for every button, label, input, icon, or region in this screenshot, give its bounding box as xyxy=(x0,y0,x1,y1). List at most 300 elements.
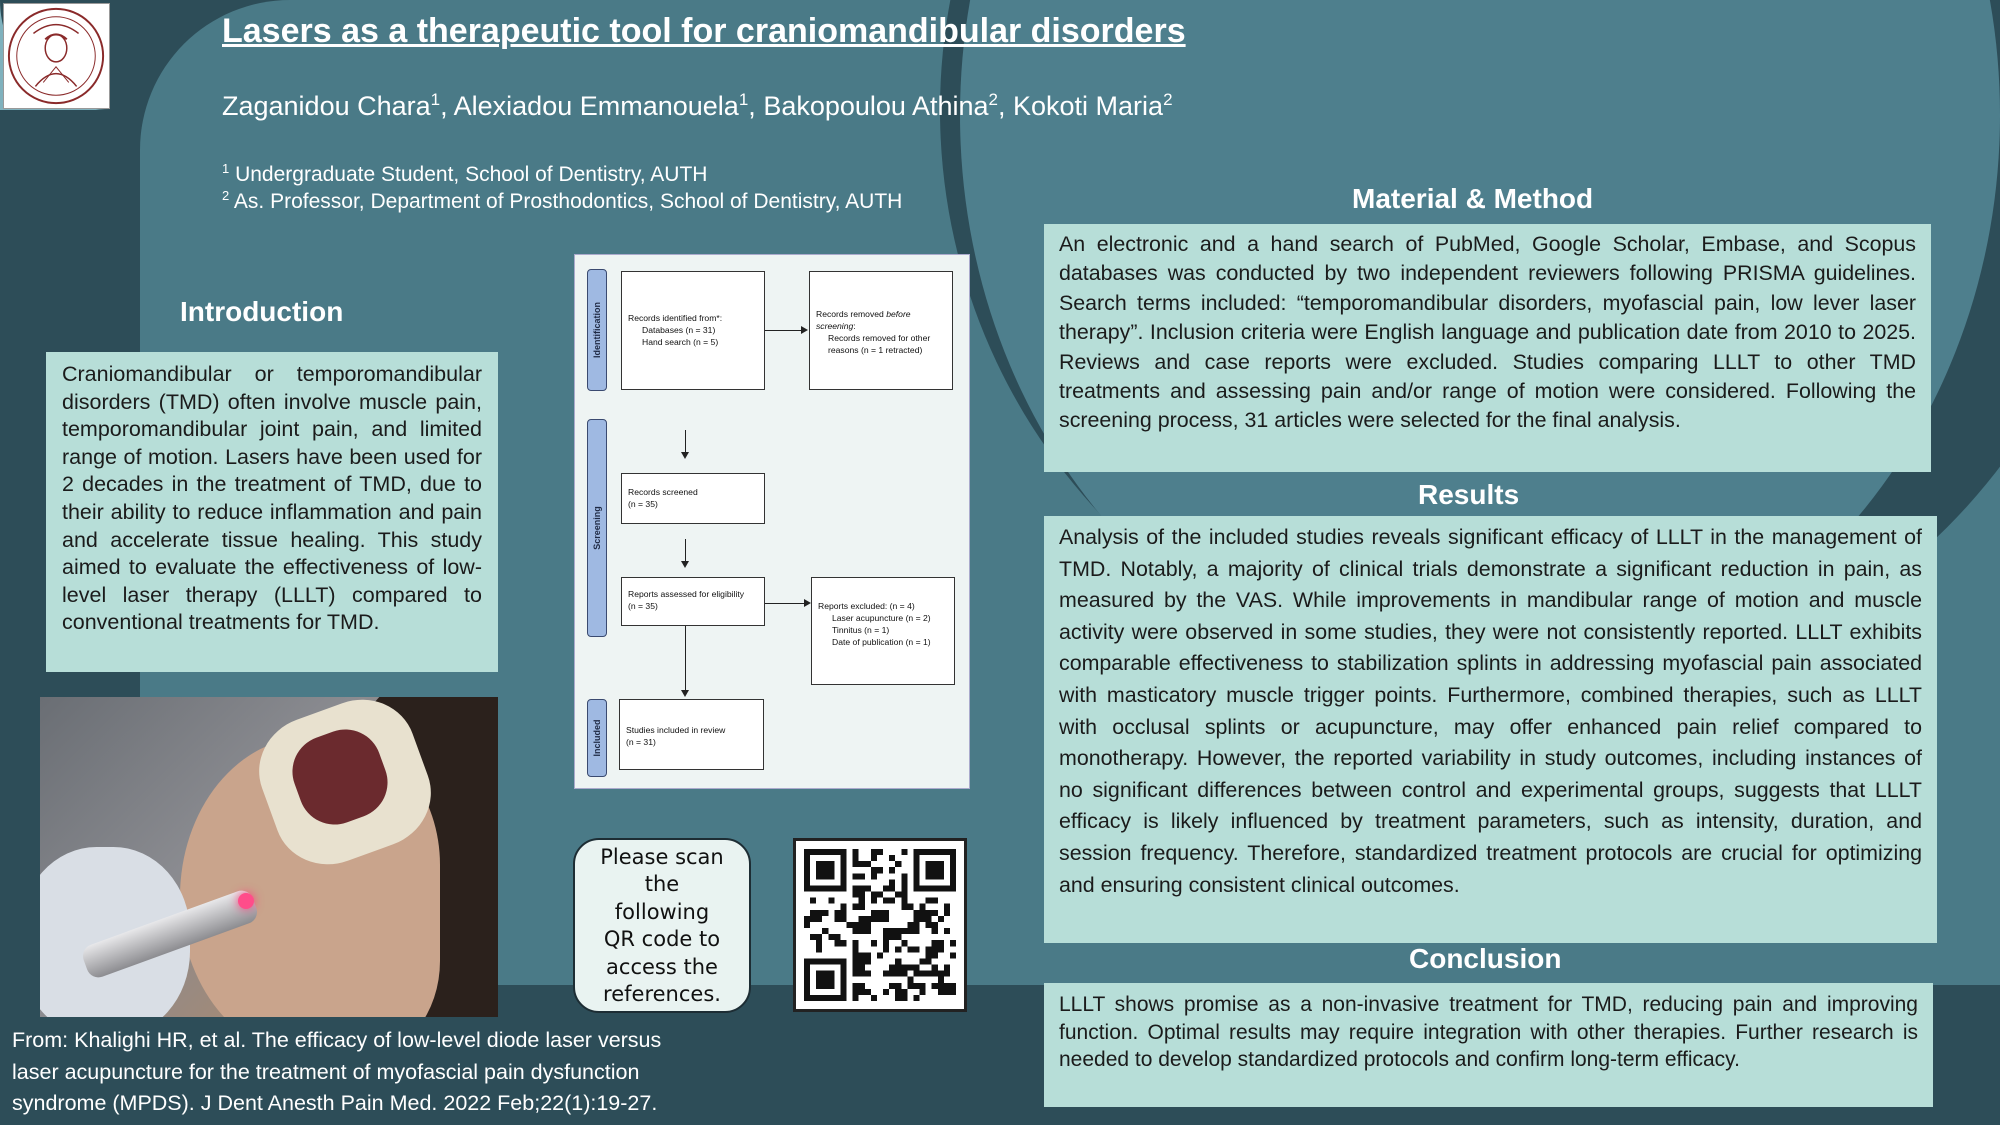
qr-module xyxy=(889,855,895,861)
qr-module xyxy=(944,928,950,934)
poster-title: Lasers as a therapeutic tool for craniomandibular disorders xyxy=(222,12,1186,50)
qr-module xyxy=(816,958,822,964)
qr-module xyxy=(944,885,950,891)
qr-module xyxy=(926,861,932,867)
qr-module xyxy=(926,898,932,904)
author-name: Kokoti Maria xyxy=(1013,91,1164,121)
qr-module xyxy=(883,971,889,977)
qr-module xyxy=(840,867,846,873)
qr-module xyxy=(932,861,938,867)
qr-module xyxy=(853,849,859,855)
qr-module xyxy=(804,995,810,1001)
qr-module xyxy=(859,928,865,934)
qr-module xyxy=(859,922,865,928)
qr-module xyxy=(822,867,828,873)
qr-module xyxy=(877,916,883,922)
qr-module xyxy=(828,958,834,964)
qr-module xyxy=(913,946,919,952)
qr-module xyxy=(822,958,828,964)
qr-module xyxy=(944,910,950,916)
author-name: Bakopoulou Athina xyxy=(763,91,989,121)
qr-module xyxy=(889,867,895,873)
qr-module xyxy=(822,971,828,977)
qr-module xyxy=(804,922,810,928)
qr-module xyxy=(853,952,859,958)
qr-module xyxy=(889,934,895,940)
qr-module xyxy=(816,940,822,946)
qr-module xyxy=(944,965,950,971)
qr-module xyxy=(907,922,913,928)
qr-module xyxy=(834,940,840,946)
qr-module xyxy=(889,879,895,885)
qr-module xyxy=(816,885,822,891)
qr-module xyxy=(810,885,816,891)
qr-module xyxy=(853,971,859,977)
qr-module xyxy=(901,879,907,885)
qr-module xyxy=(828,873,834,879)
qr-module xyxy=(913,971,919,977)
qr-module xyxy=(853,885,859,891)
author-list: Zaganidou Chara$^1$, Alexiadou Emmanouela$^1$, Bakopoulou Athina$^2$, Kokoti Maria$^2$ xyxy=(222,90,1173,121)
caption-line: syndrome (MPDS). J Dent Anesth Pain Med. 2022 Feb;22(1):19-27. xyxy=(12,1091,658,1115)
prisma-stage-identification: Identification xyxy=(587,269,607,391)
qr-module xyxy=(877,952,883,958)
prisma-box-excluded: Reports excluded: (n = 4) Laser acupuncture (n = 2) Tinnitus (n = 1) Date of publication (n = 1) xyxy=(811,577,955,685)
qr-module xyxy=(883,989,889,995)
qr-module xyxy=(828,849,834,855)
qr-module xyxy=(871,940,877,946)
qr-module xyxy=(901,892,907,898)
qr-module xyxy=(944,983,950,989)
note-line: references. xyxy=(603,982,721,1007)
qr-module xyxy=(926,946,932,952)
qr-module xyxy=(920,983,926,989)
qr-module xyxy=(816,934,822,940)
qr-module xyxy=(859,916,865,922)
qr-module xyxy=(828,867,834,873)
qr-module xyxy=(865,928,871,934)
qr-module xyxy=(938,867,944,873)
qr-module xyxy=(853,946,859,952)
author-affiliation-mark: 2 xyxy=(1163,90,1173,109)
qr-module xyxy=(810,958,816,964)
qr-module xyxy=(840,879,846,885)
qr-module xyxy=(913,983,919,989)
qr-module xyxy=(913,879,919,885)
qr-module xyxy=(907,965,913,971)
qr-module xyxy=(840,995,846,1001)
qr-module xyxy=(871,855,877,861)
qr-module xyxy=(859,958,865,964)
qr-module xyxy=(804,977,810,983)
qr-module xyxy=(895,965,901,971)
qr-module xyxy=(889,983,895,989)
qr-module xyxy=(840,940,846,946)
qr-module xyxy=(883,916,889,922)
qr-module xyxy=(950,879,956,885)
qr-module xyxy=(822,928,828,934)
qr-module xyxy=(853,995,859,1001)
prisma-arrow xyxy=(685,539,686,561)
qr-module xyxy=(853,940,859,946)
caption-line: From: Khalighi HR, et al. The efficacy of low-level diode laser versus xyxy=(12,1028,662,1052)
qr-module xyxy=(889,971,895,977)
affiliation-1 xyxy=(222,161,707,187)
qr-module xyxy=(926,922,932,928)
qr-module xyxy=(913,861,919,867)
qr-module xyxy=(920,989,926,995)
qr-module xyxy=(938,946,944,952)
qr-module xyxy=(901,928,907,934)
qr-module xyxy=(938,885,944,891)
qr-module xyxy=(920,849,926,855)
qr-module xyxy=(920,916,926,922)
qr-module xyxy=(944,989,950,995)
qr-module xyxy=(810,995,816,1001)
qr-module xyxy=(877,892,883,898)
conclusion-heading: Conclusion xyxy=(1409,943,1562,974)
author-name: Zaganidou Chara xyxy=(222,91,431,121)
qr-module xyxy=(840,989,846,995)
prisma-arrowhead xyxy=(681,690,689,697)
qr-module xyxy=(932,867,938,873)
results-heading: Results xyxy=(1418,479,1520,510)
note-line: access the xyxy=(606,954,718,979)
qr-module xyxy=(822,861,828,867)
qr-module xyxy=(932,928,938,934)
qr-module xyxy=(853,861,859,867)
qr-module xyxy=(913,995,919,1001)
results-text: Analysis of the included studies reveals significant efficacy of LLLT in the management of TMD. Notably, a majority of clinical trials demonstrate a significant reduction in pain, as measured by the VAS. While improvements in mandibular range of motion and muscle activity were observed in some studies, they were not consistently reported. LLLT exhibits comparable effectiveness to stabilization splints in addressing myofascial pain associated with masticatory muscle trigger points. Furthermore, combined therapies, such as LLLT with occlusal splints or acupuncture, may offer enhanced pain relief compared to monotherapy. However, the reported variability in study outcomes, including instances of no significant differences between control and experimental groups, suggests that LLLT efficacy is likely influenced by treatment parameters, such as intensity, duration, and session frequency. Therefore, standardized treatment protocols are crucial for optimizing and ensuring consistent clinical outcomes. xyxy=(1044,516,1937,943)
qr-module xyxy=(932,971,938,977)
prisma-box-identified: Records identified from*: Databases (n = 31) Hand search (n = 5) xyxy=(621,271,765,390)
caption-line: laser acupuncture for the treatment of myofascial pain dysfunction xyxy=(12,1059,640,1084)
qr-module xyxy=(804,867,810,873)
laser-treatment-photo xyxy=(40,697,498,1017)
qr-module xyxy=(853,989,859,995)
prisma-box-removed: Records removed before screening: Records removed for other reasons (n = 1 retracted) xyxy=(809,271,953,390)
qr-module xyxy=(859,965,865,971)
prisma-arrow xyxy=(765,330,803,331)
qr-module xyxy=(913,873,919,879)
qr-module xyxy=(840,977,846,983)
qr-module xyxy=(926,885,932,891)
qr-module xyxy=(895,928,901,934)
prisma-arrowhead xyxy=(804,599,811,607)
qr-module xyxy=(932,940,938,946)
qr-module xyxy=(950,861,956,867)
affiliation-2 xyxy=(222,188,902,214)
references-qr-code[interactable] xyxy=(793,838,967,1012)
qr-module xyxy=(828,885,834,891)
qr-module xyxy=(816,916,822,922)
qr-module xyxy=(834,934,840,940)
qr-module xyxy=(926,958,932,964)
qr-module xyxy=(865,861,871,867)
qr-module xyxy=(859,989,865,995)
qr-module xyxy=(822,983,828,989)
qr-module xyxy=(804,885,810,891)
qr-module xyxy=(816,995,822,1001)
qr-module xyxy=(901,885,907,891)
qr-module xyxy=(883,946,889,952)
qr-module xyxy=(871,898,877,904)
qr-module xyxy=(950,855,956,861)
qr-module xyxy=(871,995,877,1001)
qr-module xyxy=(907,983,913,989)
qr-module xyxy=(853,965,859,971)
qr-module xyxy=(926,971,932,977)
qr-module xyxy=(938,861,944,867)
affiliation-number: 2 xyxy=(222,188,230,203)
qr-module xyxy=(834,995,840,1001)
qr-module xyxy=(950,873,956,879)
qr-module xyxy=(913,910,919,916)
qr-module xyxy=(913,867,919,873)
qr-module xyxy=(804,989,810,995)
qr-module xyxy=(871,910,877,916)
qr-module xyxy=(913,965,919,971)
qr-module xyxy=(816,867,822,873)
qr-module xyxy=(950,989,956,995)
qr-module xyxy=(889,885,895,891)
qr-module xyxy=(926,849,932,855)
qr-module xyxy=(840,983,846,989)
qr-module xyxy=(804,983,810,989)
qr-module xyxy=(889,965,895,971)
qr-module xyxy=(865,958,871,964)
author-affiliation-mark: 1 xyxy=(738,90,749,109)
qr-module xyxy=(840,855,846,861)
qr-module xyxy=(816,977,822,983)
qr-module xyxy=(804,916,810,922)
qr-module xyxy=(883,898,889,904)
qr-module xyxy=(926,867,932,873)
qr-module xyxy=(804,879,810,885)
qr-module xyxy=(913,922,919,928)
qr-module xyxy=(859,898,865,904)
author-name: Alexiadou Emmanouela xyxy=(453,91,739,121)
qr-module xyxy=(877,910,883,916)
qr-module xyxy=(913,855,919,861)
qr-module xyxy=(840,958,846,964)
qr-module xyxy=(816,971,822,977)
qr-module xyxy=(822,910,828,916)
qr-module xyxy=(853,928,859,934)
qr-module xyxy=(804,873,810,879)
qr-module xyxy=(938,989,944,995)
qr-module xyxy=(853,958,859,964)
method-text: An electronic and a hand search of PubMed, Google Scholar, Embase, and Scopus databases was conducted by two independent reviewers following PRISMA guidelines. Search terms included: “temporomandibular disorders, myofascial pain, low lever laser therapy”. Inclusion criteria were English language and publication date from 2010 to 2025. Reviews and case reports were excluded. Studies comparing LLLT to other TMD treatments and assessing pain and/or range of motion were considered. Following the screening process, 31 articles were selected for the final analysis. xyxy=(1044,224,1931,472)
qr-module xyxy=(865,885,871,891)
qr-module xyxy=(926,910,932,916)
qr-module xyxy=(901,898,907,904)
affiliation-text: Undergraduate Student, School of Dentistry, AUTH xyxy=(235,163,708,186)
qr-module xyxy=(871,849,877,855)
qr-module xyxy=(938,971,944,977)
qr-module xyxy=(932,946,938,952)
qr-module xyxy=(859,983,865,989)
qr-module xyxy=(840,910,846,916)
qr-module xyxy=(883,940,889,946)
qr-module xyxy=(938,983,944,989)
qr-module xyxy=(865,989,871,995)
qr-module xyxy=(810,910,816,916)
qr-module xyxy=(895,983,901,989)
qr-module xyxy=(822,873,828,879)
qr-module xyxy=(950,983,956,989)
author-affiliation-mark: 2 xyxy=(988,90,998,109)
qr-module xyxy=(901,971,907,977)
qr-module xyxy=(859,892,865,898)
qr-module xyxy=(944,849,950,855)
introduction-text: Craniomandibular or temporomandibular disorders (TMD) often involve muscle pain, temporomandibular joint pain, and limited range of motion. Lasers have been used for 2 decades in the treatment of TMD, due to their ability to reduce inflammation and pain and accelerate tissue healing. This study aimed to evaluate the effectiveness of low-level laser therapy (LLLT) compared to conventional treatments for TMD. xyxy=(46,352,498,672)
qr-module xyxy=(840,904,846,910)
conclusion-text: LLLT shows promise as a non-invasive treatment for TMD, reducing pain and improving function. Optimal results may require integration with other therapies. Further research is needed to develop standardized protocols and confirm long-term efficacy. xyxy=(1044,983,1933,1107)
qr-module xyxy=(907,928,913,934)
qr-module xyxy=(883,885,889,891)
qr-module xyxy=(822,995,828,1001)
note-line: QR code to xyxy=(603,927,721,952)
qr-module xyxy=(822,885,828,891)
qr-module xyxy=(853,892,859,898)
qr-module xyxy=(901,989,907,995)
qr-module xyxy=(877,867,883,873)
qr-module xyxy=(822,849,828,855)
qr-module xyxy=(816,946,822,952)
qr-module xyxy=(871,873,877,879)
prisma-arrowhead xyxy=(801,326,808,334)
qr-module xyxy=(889,928,895,934)
prisma-box-included: Studies included in review (n = 31) xyxy=(619,699,764,770)
qr-module xyxy=(804,861,810,867)
qr-module xyxy=(920,904,926,910)
qr-module xyxy=(913,849,919,855)
affiliation-text: As. Professor, Department of Prosthodontics, School of Dentistry, AUTH xyxy=(233,190,903,213)
qr-module xyxy=(932,898,938,904)
qr-module xyxy=(834,885,840,891)
qr-module xyxy=(907,977,913,983)
prisma-arrow xyxy=(765,603,805,604)
qr-module xyxy=(907,946,913,952)
qr-module xyxy=(847,922,853,928)
qr-module xyxy=(895,958,901,964)
qr-module xyxy=(859,885,865,891)
qr-module xyxy=(834,958,840,964)
qr-module xyxy=(804,971,810,977)
qr-module xyxy=(883,928,889,934)
qr-module xyxy=(840,849,846,855)
qr-module xyxy=(853,904,859,910)
qr-module xyxy=(810,916,816,922)
qr-module xyxy=(932,885,938,891)
photo-caption xyxy=(12,1025,661,1120)
affiliation-number: 1 xyxy=(222,161,230,176)
qr-module xyxy=(895,892,901,898)
qr-module xyxy=(926,952,932,958)
qr-module xyxy=(810,934,816,940)
note-line: the xyxy=(644,872,680,897)
qr-module xyxy=(920,958,926,964)
qr-module xyxy=(938,940,944,946)
prisma-arrow xyxy=(685,626,686,690)
qr-module xyxy=(901,873,907,879)
qr-module xyxy=(895,861,901,867)
qr-module xyxy=(877,849,883,855)
prisma-box-assessed: Reports assessed for eligibility (n = 35) xyxy=(621,577,765,626)
qr-module xyxy=(901,965,907,971)
qr-module xyxy=(865,952,871,958)
qr-module xyxy=(859,861,865,867)
qr-module xyxy=(926,873,932,879)
qr-module xyxy=(938,849,944,855)
qr-module xyxy=(859,873,865,879)
qr-module xyxy=(926,916,932,922)
qr-module xyxy=(901,849,907,855)
qr-module xyxy=(828,977,834,983)
qr-module xyxy=(932,849,938,855)
qr-module xyxy=(828,898,834,904)
qr-module xyxy=(913,885,919,891)
qr-module xyxy=(816,849,822,855)
qr-module xyxy=(840,885,846,891)
qr-module xyxy=(901,995,907,1001)
qr-module xyxy=(840,965,846,971)
qr-module xyxy=(950,940,956,946)
note-line: following xyxy=(614,899,710,924)
qr-module xyxy=(834,910,840,916)
note-line: Please scan xyxy=(600,845,724,869)
qr-module xyxy=(822,977,828,983)
qr-module xyxy=(871,916,877,922)
qr-module xyxy=(816,861,822,867)
qr-module xyxy=(895,971,901,977)
qr-module xyxy=(932,965,938,971)
qr-module xyxy=(944,904,950,910)
qr-module xyxy=(828,983,834,989)
qr-module xyxy=(840,971,846,977)
qr-module xyxy=(895,995,901,1001)
qr-module xyxy=(932,952,938,958)
qr-module xyxy=(828,861,834,867)
university-seal-logo xyxy=(3,3,110,109)
qr-module xyxy=(840,916,846,922)
qr-module xyxy=(895,934,901,940)
prisma-arrow xyxy=(685,430,686,452)
qr-module xyxy=(950,885,956,891)
method-heading: Material & Method xyxy=(1352,183,1594,214)
prisma-box-screened: Records screened (n = 35) xyxy=(621,473,765,524)
qr-module xyxy=(889,898,895,904)
qr-module xyxy=(932,873,938,879)
qr-module xyxy=(944,971,950,977)
qr-module xyxy=(834,849,840,855)
qr-module xyxy=(810,849,816,855)
qr-module xyxy=(950,849,956,855)
qr-module xyxy=(938,977,944,983)
qr-module xyxy=(859,952,865,958)
qr-module xyxy=(804,855,810,861)
qr-module xyxy=(834,916,840,922)
qr-module xyxy=(950,867,956,873)
qr-module xyxy=(920,885,926,891)
qr-module xyxy=(804,965,810,971)
prisma-arrowhead xyxy=(681,561,689,568)
qr-module xyxy=(828,934,834,940)
prisma-stage-screening: Screening xyxy=(587,419,607,637)
qr-module xyxy=(920,971,926,977)
qr-module xyxy=(950,952,956,958)
